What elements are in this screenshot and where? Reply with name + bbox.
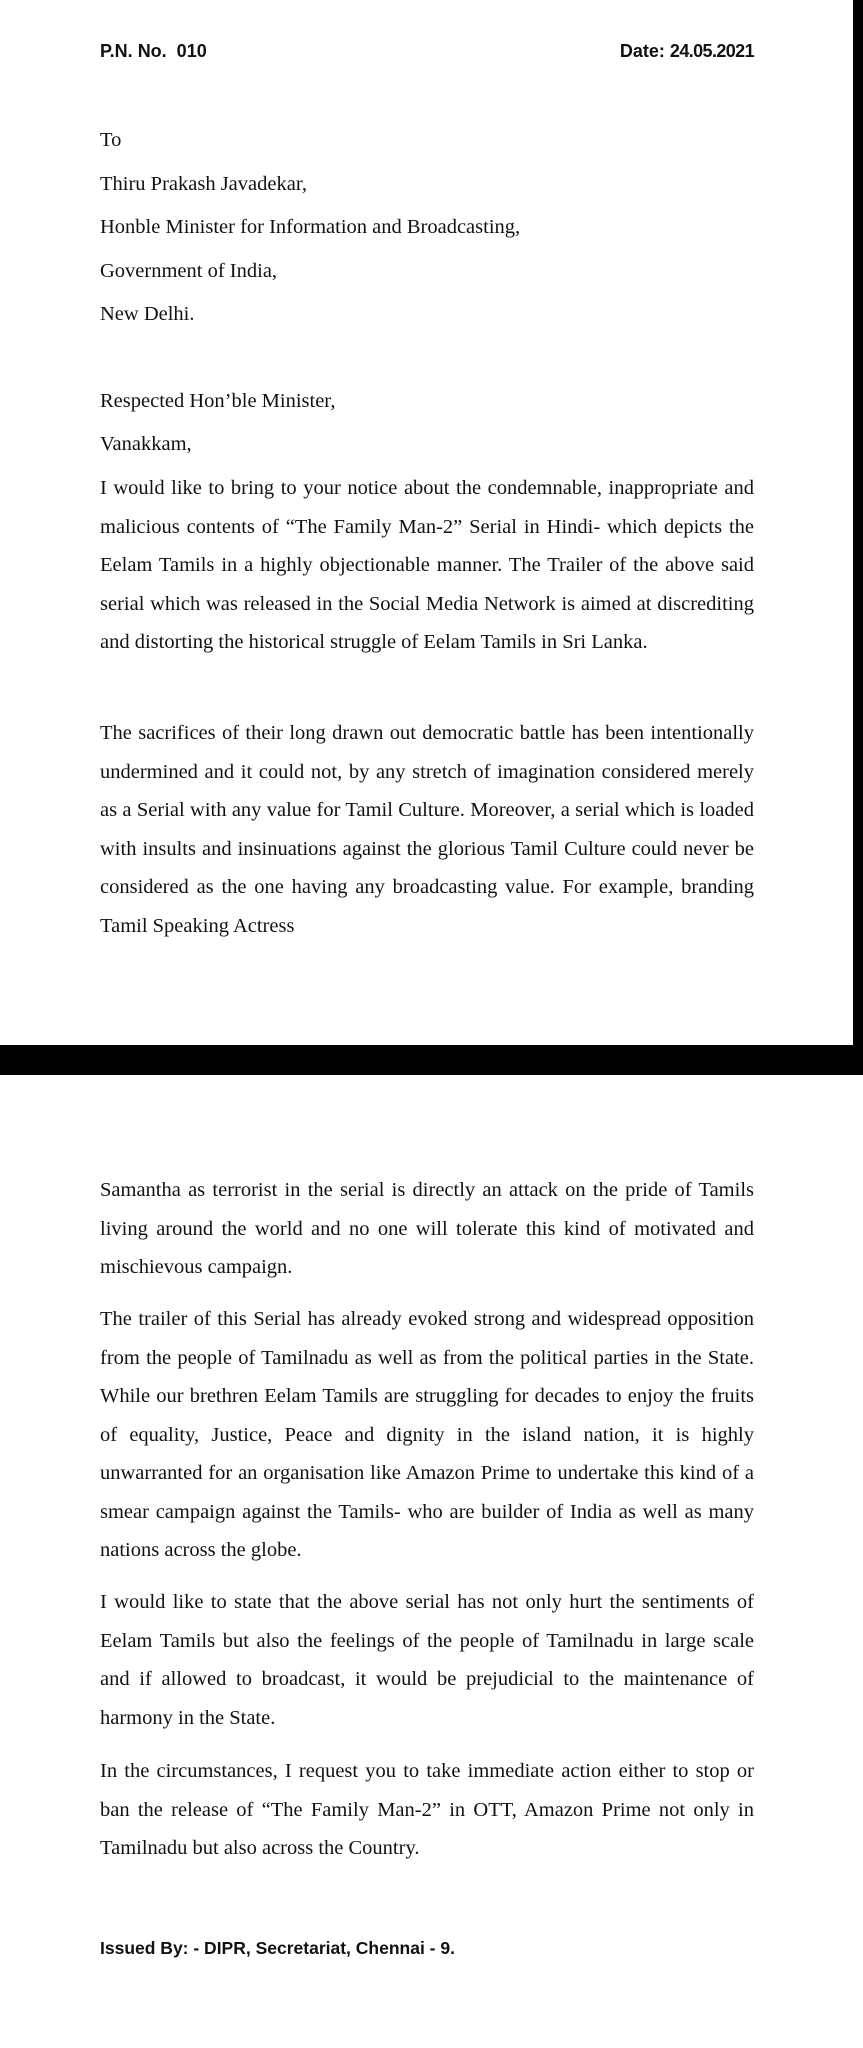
- paragraph-6: In the circumstances, I request you to take immediate action either to stop or ban the release of “The Family Man-2” in OTT, Amazon Prime not only in Tamilnadu but also across the Country.: [100, 1760, 754, 1859]
- greeting: Vanakkam,: [100, 433, 192, 455]
- addressee-government: Government of India,: [100, 260, 278, 282]
- letter-header: [100, 41, 754, 67]
- page-separator: [0, 1045, 863, 1075]
- letter-date: [620, 41, 754, 62]
- addressee-name: Thiru Prakash Javadekar,: [100, 173, 307, 195]
- salutation: Respected Hon’ble Minister,: [100, 390, 336, 412]
- paragraph-3: Samantha as terrorist in the serial is directly an attack on the pride of Tamils living around the world and no one will tolerate this kind of motivated and mischievous campaign.: [100, 1179, 754, 1278]
- date-value: 24.05.2021: [669, 41, 754, 61]
- press-note-number: P.N. No. 010: [100, 41, 207, 61]
- paragraph-1: I would like to bring to your notice about the condemnable, inappropriate and malicious contents of “The Family Man-2” Serial in Hindi- which depicts the Eelam Tamils in a highly objectionable manner. The Trailer of the above said serial which was released in the Social Media Network is aimed at discrediting and distorting the historical struggle of Eelam Tamils in Sri Lanka.: [100, 477, 754, 653]
- date-label: Date:: [619, 41, 670, 61]
- paragraph-4: The trailer of this Serial has already evoked strong and widespread opposition from the people of Tamilnadu as well as from the political parties in the State. While our brethren Eelam Tamils are struggling for decades to enjoy the fruits of equality, Justice, Peace and dignity in the island nation, it is highly unwarranted for an organisation like Amazon Prime to undertake this kind of a smear campaign against the Tamils- who are builder of India as well as many nations across the globe.: [100, 1308, 754, 1561]
- paragraph-2: The sacrifices of their long drawn out democratic battle has been intentionally undermined and it could not, by any stretch of imagination considered merely as a Serial with any value for Tamil Culture. Moreover, a serial which is loaded with insults and insinuations against the glorious Tamil Culture could never be considered as the one having any broadcasting value. For example, branding Tamil Speaking Actress: [100, 722, 754, 937]
- page-edge-shadow: [853, 0, 863, 1045]
- addressee-city: New Delhi.: [100, 303, 195, 325]
- paragraph-5: I would like to state that the above serial has not only hurt the sentiments of Eelam Tamils but also the feelings of the people of Tamilnadu in large scale and if allowed to broadcast, it would be prejudicial to the maintenance of harmony in the State.: [100, 1591, 754, 1729]
- addressee-designation: Honble Minister for Information and Broadcasting,: [100, 216, 521, 238]
- issued-by: Issued By: - DIPR, Secretariat, Chennai - 9.: [100, 1938, 455, 1958]
- address-to: To: [100, 129, 122, 151]
